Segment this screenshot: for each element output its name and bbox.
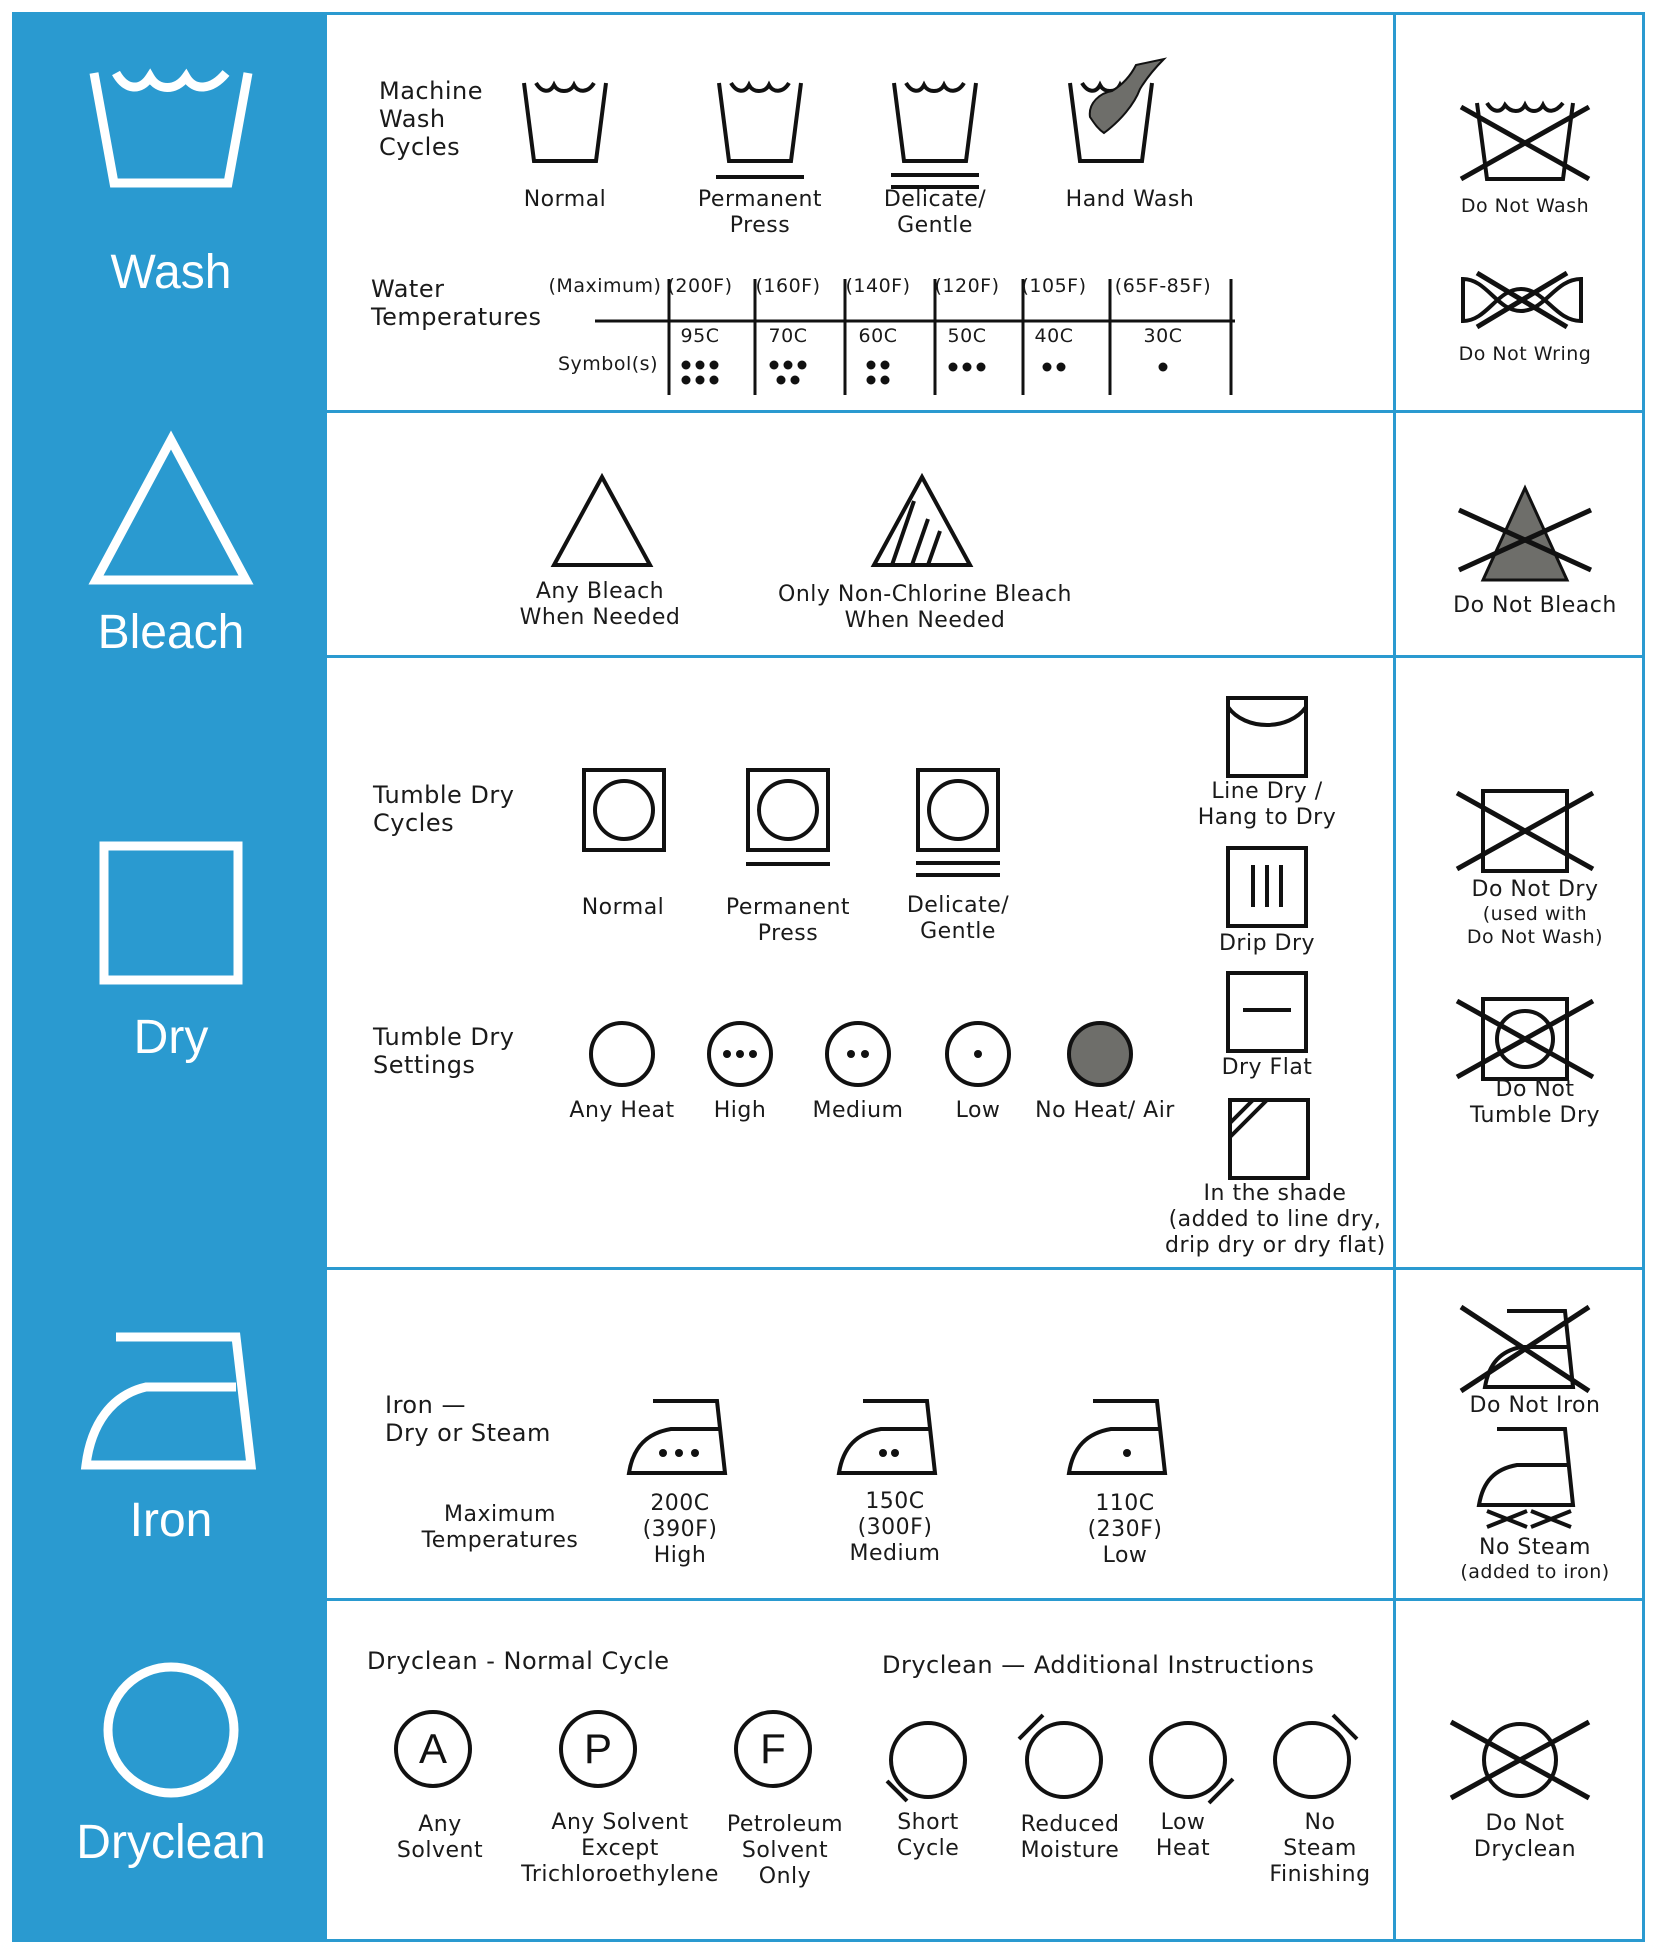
iron-low-label: 110C (230F) Low	[1087, 1491, 1163, 1568]
column-divider	[1393, 15, 1396, 1939]
temp-fahrenheit: (105F)	[1021, 275, 1087, 297]
any-heat-label: Any Heat	[569, 1098, 675, 1123]
temp-celsius: 70C	[768, 325, 808, 347]
no-steam-note: (added to iron)	[1460, 1561, 1610, 1583]
temp-dots	[1019, 357, 1089, 393]
tumble-dry-permanent-press-icon	[743, 767, 833, 871]
no-steam-finishing-label: No Steam Finishing	[1269, 1810, 1371, 1887]
category-dry-label: Dry	[133, 1011, 209, 1064]
dryclean-except-tce-label: Any Solvent Except Trichloroethylene	[521, 1810, 719, 1887]
temp-dot	[1159, 363, 1168, 372]
line-dry-label: Line Dry / Hang to Dry	[1197, 779, 1337, 830]
temp-dots	[932, 357, 1002, 393]
maximum-label: (Maximum)	[548, 275, 662, 297]
do-not-dry-note: (used with Do Not Wash)	[1466, 903, 1604, 948]
divider	[327, 410, 1642, 413]
temp-dot	[977, 363, 986, 372]
any-heat-icon	[587, 1019, 657, 1089]
temp-dot	[696, 361, 705, 370]
wash-tub-icon	[86, 63, 256, 193]
dry-flat-icon	[1225, 970, 1309, 1054]
short-cycle-label: Short Cycle	[896, 1810, 960, 1861]
dry-flat-label: Dry Flat	[1221, 1055, 1313, 1080]
temp-dots	[753, 357, 823, 393]
category-sidebar	[15, 15, 327, 1939]
any-bleach-icon	[550, 473, 654, 569]
no-steam-label: No Steam	[1479, 1535, 1591, 1560]
temp-celsius: 95C	[680, 325, 720, 347]
category-dryclean	[15, 1655, 327, 1805]
category-iron-label: Iron	[129, 1494, 213, 1547]
do-not-iron-icon	[1455, 1297, 1595, 1397]
tumble-dry-delicate-icon	[913, 767, 1003, 881]
non-chlorine-bleach-icon	[870, 473, 974, 569]
temp-dot	[867, 376, 876, 385]
category-bleach-label: Bleach	[97, 606, 245, 659]
iron-medium-label: 150C (300F) Medium	[849, 1489, 941, 1566]
category-iron	[15, 1325, 327, 1475]
wash-delicate-icon	[885, 77, 985, 197]
wash-normal-icon	[520, 77, 610, 167]
bleach-triangle-icon	[86, 430, 256, 590]
temp-dot	[777, 376, 786, 385]
temp-dot	[798, 361, 807, 370]
divider	[327, 1267, 1642, 1270]
do-not-iron-label: Do Not Iron	[1469, 1393, 1601, 1418]
temp-celsius: 50C	[947, 325, 987, 347]
iron-medium-icon	[835, 1395, 939, 1479]
do-not-wash-icon	[1455, 93, 1595, 189]
dryclean-letter-f-icon	[731, 1707, 815, 1791]
dryclean-circle-icon	[96, 1655, 246, 1805]
category-bleach	[15, 430, 327, 590]
temp-fahrenheit: (200F)	[667, 275, 733, 297]
temp-dots	[1128, 357, 1198, 393]
tumble-dry-normal-icon	[581, 767, 667, 853]
temp-dot	[963, 363, 972, 372]
dryclean-letter-a-icon	[391, 1707, 475, 1791]
tumble-dry-cycles-title: Tumble Dry Cycles	[373, 781, 515, 837]
temp-celsius: 40C	[1034, 325, 1074, 347]
dry-in-shade-icon	[1227, 1097, 1311, 1181]
do-not-dryclean-icon	[1445, 1710, 1595, 1810]
temp-celsius: 30C	[1143, 325, 1183, 347]
iron-high-icon	[625, 1395, 729, 1479]
temp-fahrenheit: (140F)	[845, 275, 911, 297]
iron-icon	[76, 1325, 266, 1475]
temp-dot	[770, 361, 779, 370]
line-dry-icon	[1225, 695, 1309, 779]
divider	[327, 1598, 1642, 1601]
dryclean-letter: F	[760, 1725, 786, 1772]
temp-dot	[1043, 363, 1052, 372]
medium-heat-label: Medium	[812, 1098, 904, 1123]
medium-heat-icon	[823, 1019, 893, 1089]
category-wash	[15, 63, 327, 193]
water-temps-title: Water Temperatures	[371, 275, 542, 331]
dryclean-additional-title: Dryclean — Additional Instructions	[882, 1651, 1315, 1679]
temp-dots	[843, 357, 913, 393]
no-steam-finishing-icon	[1267, 1711, 1361, 1805]
divider	[327, 655, 1642, 658]
tumble-dry-permanent-press-label: Permanent Press	[725, 895, 851, 946]
dryclean-letter: A	[418, 1725, 448, 1772]
temp-dots	[665, 357, 735, 393]
high-heat-icon	[705, 1019, 775, 1089]
drip-dry-label: Drip Dry	[1218, 931, 1316, 956]
reduced-moisture-icon	[1015, 1711, 1109, 1805]
low-heat-dryclean-icon	[1143, 1715, 1237, 1809]
do-not-bleach-label: Do Not Bleach	[1453, 593, 1617, 618]
temp-fahrenheit: (65F-85F)	[1114, 275, 1212, 297]
high-heat-label: High	[713, 1098, 767, 1123]
do-not-dryclean-label: Do Not Dryclean	[1473, 1811, 1577, 1862]
temp-dot	[682, 361, 691, 370]
category-dry	[15, 838, 327, 988]
do-not-bleach-icon	[1455, 480, 1595, 590]
laundry-care-chart	[12, 12, 1645, 1942]
dryclean-normal-title: Dryclean - Normal Cycle	[367, 1647, 670, 1675]
symbols-label: Symbol(s)	[557, 353, 658, 375]
any-bleach-label: Any Bleach When Needed	[519, 579, 681, 630]
low-heat-dryclean-label: Low Heat	[1155, 1810, 1211, 1861]
non-chlorine-bleach-label: Only Non-Chlorine Bleach When Needed	[778, 582, 1072, 633]
temp-dot	[881, 361, 890, 370]
do-not-dry-icon	[1453, 785, 1597, 877]
temp-dot	[710, 361, 719, 370]
no-heat-label: No Heat/ Air	[1035, 1098, 1175, 1123]
dryclean-any-solvent-label: Any Solvent	[396, 1812, 484, 1863]
wash-cycles-title: Machine Wash Cycles	[379, 77, 483, 161]
tumble-dry-delicate-label: Delicate/ Gentle	[906, 893, 1010, 944]
drip-dry-icon	[1225, 845, 1309, 929]
no-steam-icon	[1467, 1423, 1587, 1531]
hand-wash-label: Hand Wash	[1065, 187, 1195, 212]
temp-dot	[682, 376, 691, 385]
temp-celsius: 60C	[858, 325, 898, 347]
tumble-dry-settings-title: Tumble Dry Settings	[373, 1023, 515, 1079]
temp-fahrenheit: (160F)	[755, 275, 821, 297]
temp-dot	[710, 376, 719, 385]
dryclean-petroleum-label: Petroleum Solvent Only	[726, 1812, 844, 1889]
no-heat-icon	[1065, 1019, 1135, 1089]
iron-title: Iron — Dry or Steam	[385, 1391, 551, 1447]
do-not-tumble-dry-label: Do Not Tumble Dry	[1469, 1077, 1601, 1128]
temp-dot	[881, 376, 890, 385]
category-dryclean-label: Dryclean	[76, 1816, 266, 1869]
iron-low-icon	[1065, 1395, 1169, 1479]
do-not-wring-icon	[1457, 269, 1587, 331]
do-not-wring-label: Do Not Wring	[1458, 343, 1592, 365]
dryclean-letter: P	[583, 1725, 613, 1772]
wash-normal-label: Normal	[523, 187, 607, 212]
low-heat-icon	[943, 1019, 1013, 1089]
temp-dot	[949, 363, 958, 372]
temp-dot	[791, 376, 800, 385]
do-not-tumble-dry-icon	[1453, 993, 1597, 1085]
hand-wash-icon	[1060, 55, 1170, 170]
iron-high-label: 200C (390F) High	[642, 1491, 718, 1568]
do-not-wash-label: Do Not Wash	[1460, 195, 1590, 217]
wash-permanent-press-label: Permanent Press	[697, 187, 823, 238]
temp-dot	[867, 361, 876, 370]
iron-max-temps-label: Maximum Temperatures	[421, 1502, 579, 1553]
dryclean-letter-p-icon	[556, 1707, 640, 1791]
temp-dot	[1057, 363, 1066, 372]
short-cycle-icon	[883, 1715, 973, 1805]
temp-fahrenheit: (120F)	[934, 275, 1000, 297]
wash-permanent-press-icon	[710, 77, 810, 187]
reduced-moisture-label: Reduced Moisture	[1020, 1812, 1120, 1863]
wash-delicate-label: Delicate/ Gentle	[883, 187, 987, 238]
low-heat-label: Low	[955, 1098, 1001, 1123]
tumble-dry-normal-label: Normal	[581, 895, 665, 920]
dry-in-shade-label: In the shade (added to line dry, drip dry or dry flat)	[1165, 1181, 1386, 1258]
category-wash-label: Wash	[110, 246, 232, 299]
temp-dot	[784, 361, 793, 370]
do-not-dry-label: Do Not Dry	[1471, 877, 1599, 902]
dry-square-icon	[96, 838, 246, 988]
temp-dot	[696, 376, 705, 385]
